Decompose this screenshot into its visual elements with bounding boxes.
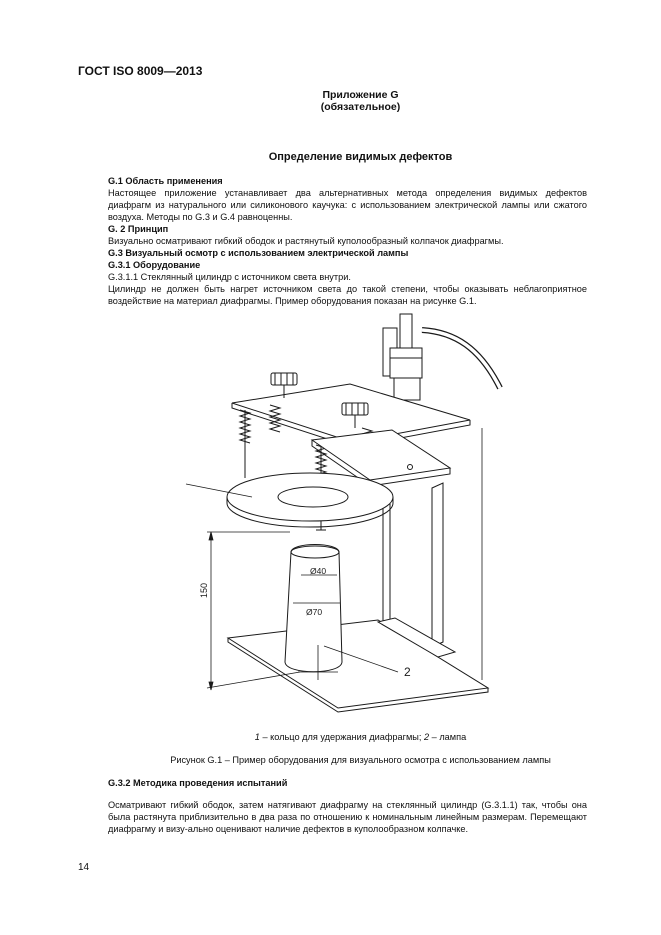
legend-num-2: 2 xyxy=(423,732,430,742)
dim-diameter-70: Ø70 xyxy=(306,607,323,617)
upper-clamp xyxy=(383,314,500,400)
g2-heading: G. 2 Принцип xyxy=(108,224,169,234)
g31-heading: G.3.1 Оборудование xyxy=(108,260,201,270)
g32-heading: G.3.2 Методика проведения испытаний xyxy=(108,778,288,788)
g1-text: Настоящее приложение устанавливает два альтернативных метода определения видимых дефектов диафрагм из натурального или силиконового каучука: с использованием электрической лампы или сжатого воздуха. Методы по G.3 и G.4 равноценны. xyxy=(108,188,587,222)
annex-status: (обязательное) xyxy=(320,101,401,113)
text-block-g1-g3 xyxy=(108,175,587,307)
figure-legend xyxy=(60,732,661,742)
retaining-ring xyxy=(227,473,393,527)
dim-diameter-40: Ø40 xyxy=(310,566,327,576)
legend-text-1: – кольцо для удержания диафрагмы; xyxy=(259,732,424,742)
text-block-g32 xyxy=(108,777,587,835)
figure-g1-apparatus xyxy=(0,300,661,720)
g3-text: Цилиндр не должен быть нагрет источником света до такой степени, чтобы оказывать неблагоприятное воздействие на материал диафрагмы. Пример оборудования показан на рисунке G.1. xyxy=(108,284,587,306)
dim-150-label: 150 xyxy=(199,582,209,598)
legend-num-1: 1 xyxy=(254,732,260,742)
callout-2-label: 2 xyxy=(404,665,411,679)
page-number: 14 xyxy=(78,862,90,873)
base-plate xyxy=(228,620,488,712)
g32-text: Осматривают гибкий ободок, затем натягивают диафрагму на стеклянный цилиндр (G.3.1.1) так, чтобы она была растянута приблизительно в два раза по отношению к номинальным линейным размерам. Перемещают диафрагму и визу-ально оценивают наличие дефектов в куполообразном колпачке. xyxy=(108,800,587,834)
document-header: ГОСТ ISO 8009—2013 xyxy=(78,64,203,78)
g1-heading: G.1 Область применения xyxy=(108,176,223,186)
g2-text: Визуально осматривают гибкий ободок и растянутый куполообразный колпачок диафрагмы. xyxy=(108,236,504,246)
section-title: Определение видимых дефектов xyxy=(268,151,453,163)
annex-title: Приложение G xyxy=(322,89,399,101)
figure-caption: Рисунок G.1 – Пример оборудования для визуального осмотра с использованием лампы xyxy=(170,755,551,765)
g3-heading: G.3 Визуальный осмотр с использованием электрической лампы xyxy=(108,248,409,258)
annex-block xyxy=(60,89,661,113)
g311-item: G.3.1.1 Стеклянный цилиндр с источником света внутри. xyxy=(108,272,351,282)
legend-text-2: – лампа xyxy=(429,732,467,742)
